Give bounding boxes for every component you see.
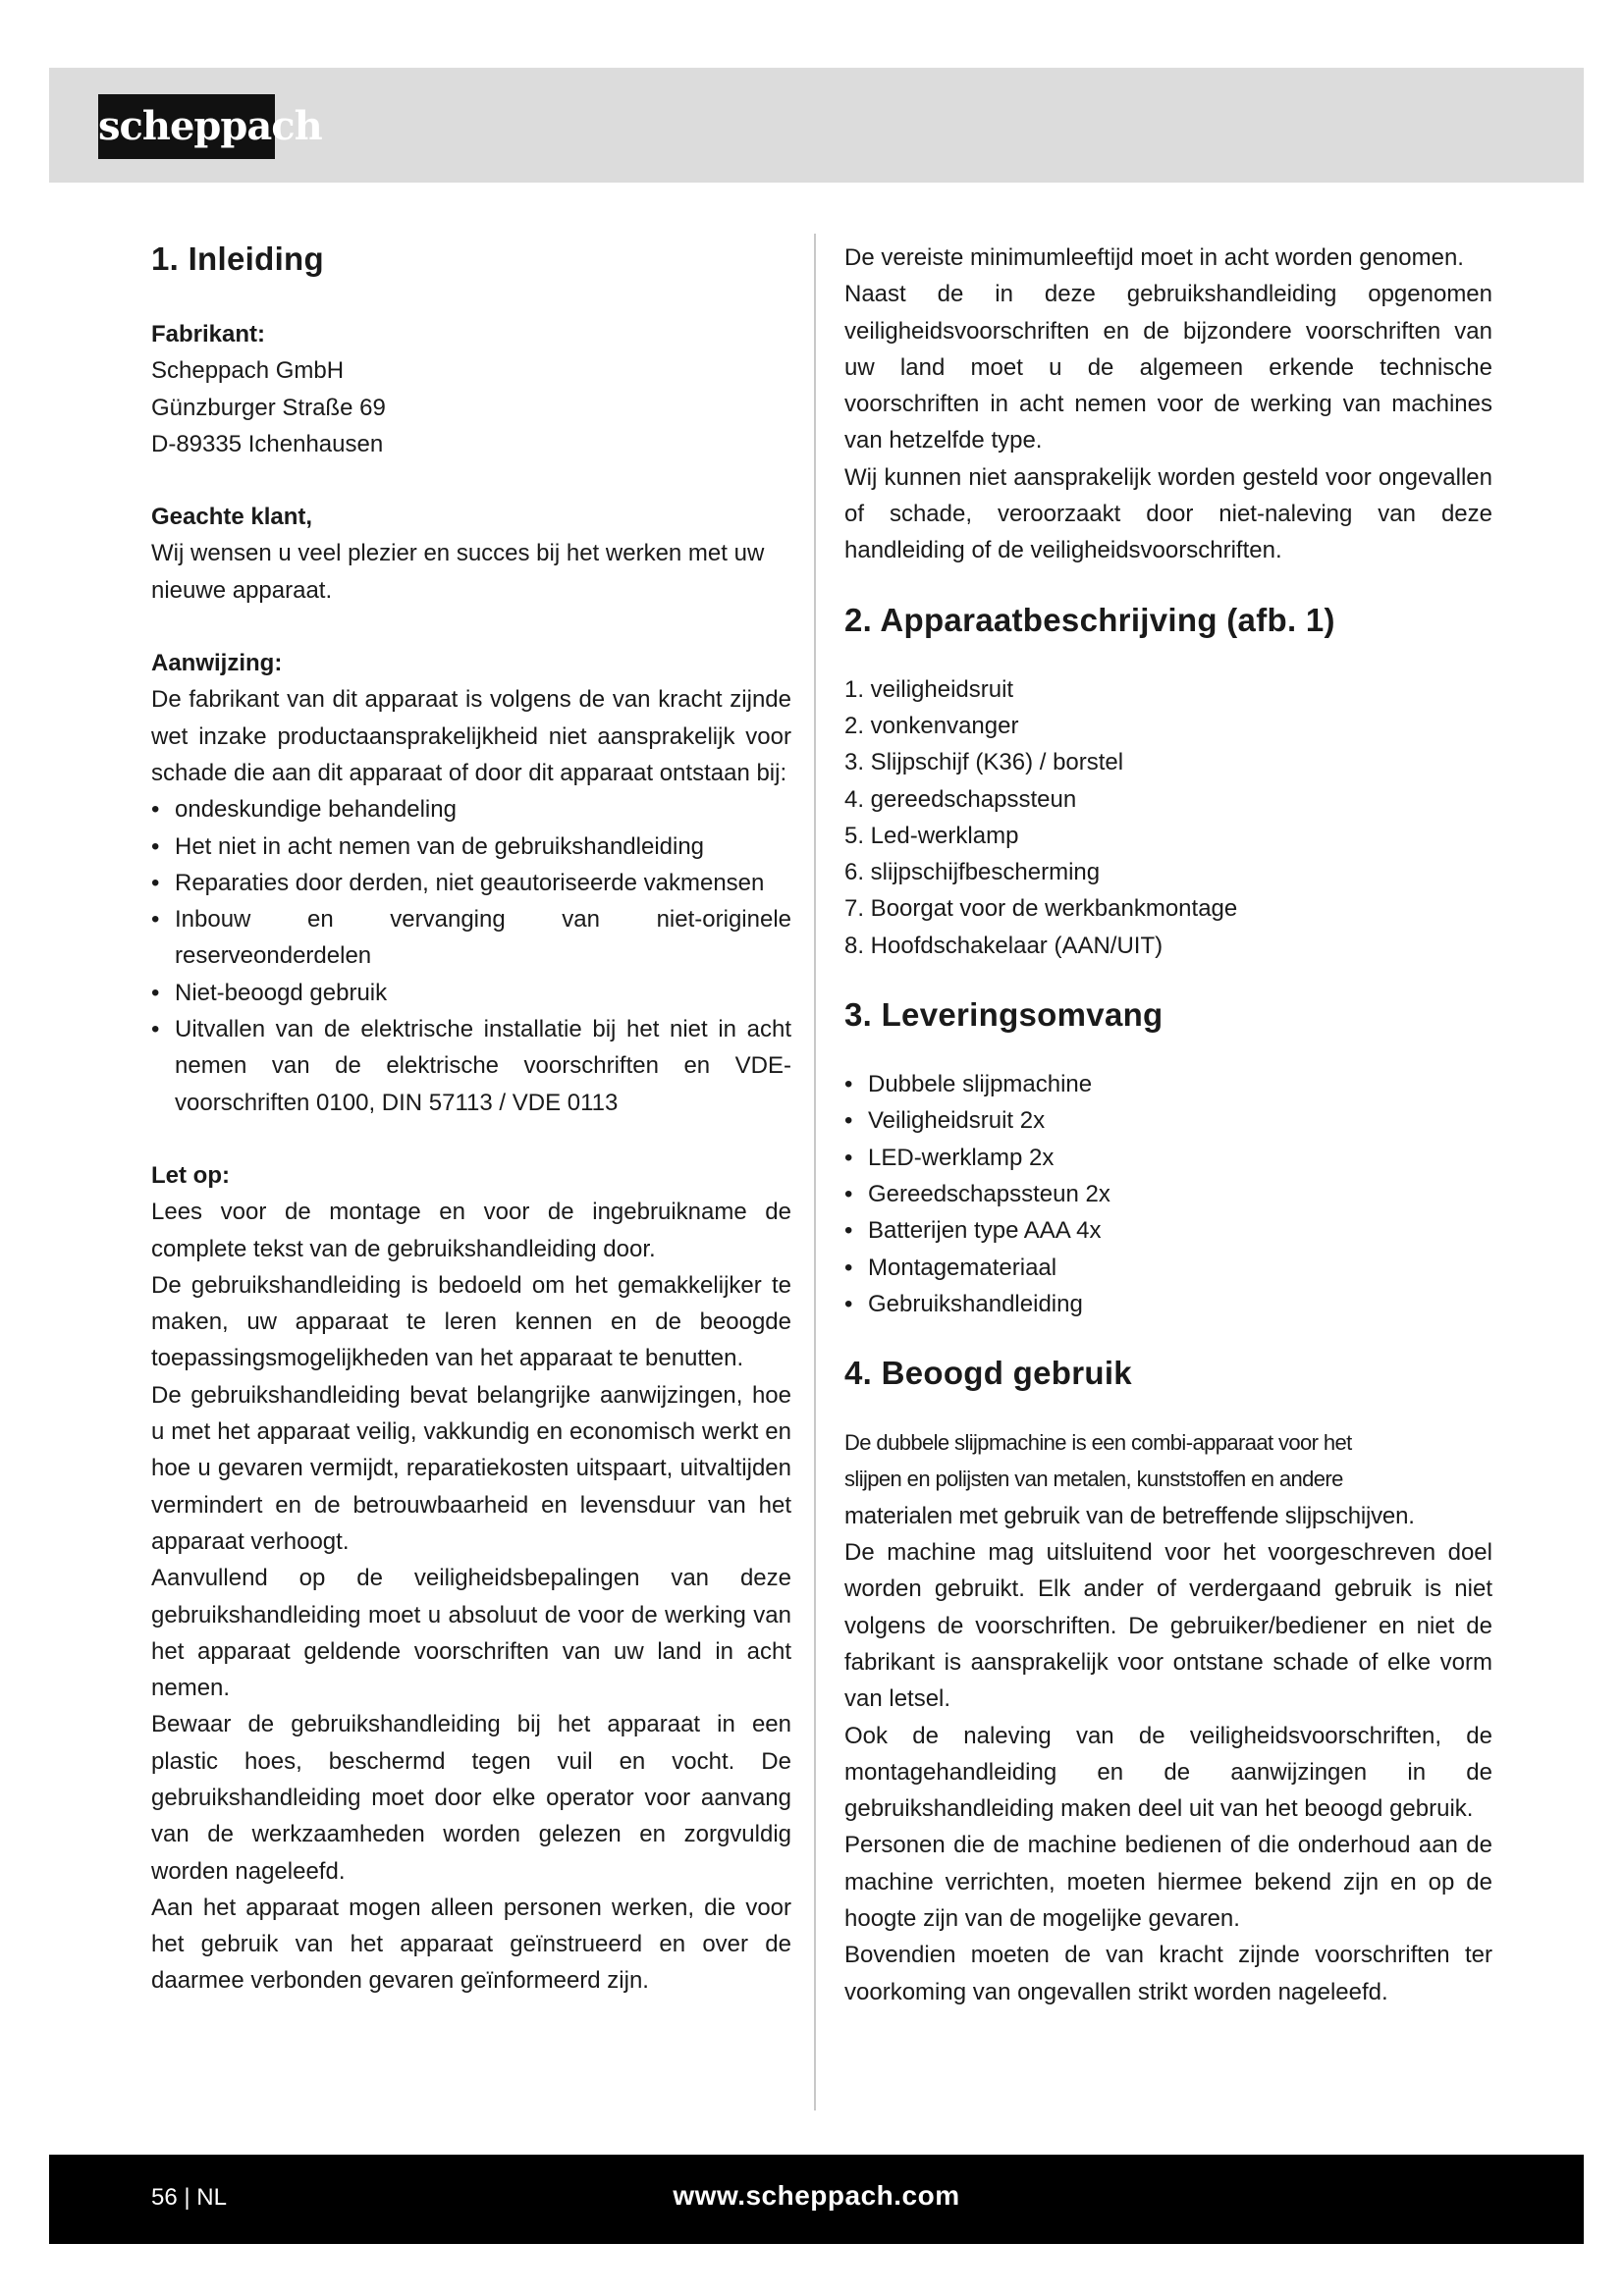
intended-use-paragraph: De machine mag uitsluitend voor het voorgeschreven doel worden gebruikt. Elk ander of verdergaand gebruik is niet volgens de voorschriften. De gebruiker/bediener en niet de fabrikant is aansprakelijk voor ontstane schade of elke vorm van letsel. bbox=[844, 1539, 1492, 1713]
section-3-title: 3. Leveringsomvang bbox=[844, 996, 1164, 1034]
list-item: 7. Boorgat voor de werkbankmontage bbox=[844, 895, 1238, 923]
list-item: • Uitvallen van de elektrische installatie bij het niet in acht nemen van de elektrische voorschriften en VDE-voorschriften 0100, DIN 57113 / VDE 0113 bbox=[151, 1011, 791, 1121]
page-number: 56 | NL bbox=[151, 2184, 227, 2211]
list-item: • Gebruikshandleiding bbox=[844, 1286, 1492, 1322]
address-line-1: Scheppach GmbH bbox=[151, 357, 345, 385]
fabrikant-label: Fabrikant: bbox=[151, 321, 266, 347]
aanwijzing-list bbox=[151, 791, 791, 1121]
list-item: 5. Led-werklamp bbox=[844, 822, 1019, 849]
left-column bbox=[151, 240, 791, 2000]
list-item: • Reparaties door derden, niet geautoriseerde vakmensen bbox=[151, 865, 791, 901]
footer-band bbox=[49, 2155, 1584, 2244]
list-item: • Inbouw en vervanging van niet-originele reserveonderdelen bbox=[151, 901, 791, 975]
address-line-2: Günzburger Straße 69 bbox=[151, 394, 386, 421]
list-item: 8. Hoofdschakelaar (AAN/UIT) bbox=[844, 932, 1164, 959]
greeting-text: Wij wensen u veel plezier en succes bij het werken met uw nieuwe apparaat. bbox=[151, 540, 765, 604]
list-item: 3. Slijpschijf (K36) / borstel bbox=[844, 749, 1124, 776]
letop-paragraph: Aan het apparaat mogen alleen personen werken, die voor het gebruik van het apparaat geïnstrueerd en over de daarmee verbonden gevaren geïnformeerd zijn. bbox=[151, 1894, 791, 1995]
list-item: 6. slijpschijfbescherming bbox=[844, 859, 1101, 886]
list-item: 1. veiligheidsruit bbox=[844, 675, 1014, 703]
intro-paragraph: Wij kunnen niet aansprakelijk worden gesteld voor ongevallen of schade, veroorzaakt door niet-naleving van deze handleiding of de veiligheidsvoorschriften. bbox=[844, 463, 1492, 564]
aanwijzing-label: Aanwijzing: bbox=[151, 650, 283, 677]
list-item: • Niet-beoogd gebruik bbox=[151, 975, 791, 1011]
intended-use-paragraph: materialen met gebruik van de betreffende slijpschijven. bbox=[844, 1502, 1415, 1529]
letop-paragraph: Lees voor de montage en voor de ingebruikname de complete tekst van de gebruikshandleiding door. bbox=[151, 1199, 791, 1262]
column-divider bbox=[814, 234, 816, 2110]
letop-paragraph: De gebruikshandleiding is bedoeld om het gemakkelijker te maken, uw apparaat te leren kennen en de beoogde toepassingsmogelijkheden van het apparaat te benutten. bbox=[151, 1271, 791, 1372]
letop-paragraph: De gebruikshandleiding bevat belangrijke aanwijzingen, hoe u met het apparaat veilig, vakkundig en economisch werkt en hoe u gevaren vermijdt, reparatiekosten uitspaart, uitvaltijden vermindert en de betrouwbaarheid en levensduur van het apparaat verhoogt. bbox=[151, 1381, 791, 1555]
list-item: • Montagemateriaal bbox=[844, 1250, 1492, 1286]
delivery-scope-list bbox=[844, 1066, 1492, 1322]
intro-paragraph: Naast de in deze gebruikshandleiding opgenomen veiligheidsvoorschriften en de bijzondere voorschriften van uw land moet u de algemeen erkende technische voorschriften in acht nemen voor de werking van machines van hetzelfde type. bbox=[844, 281, 1492, 454]
letop-paragraph: Aanvullend op de veiligheidsbepalingen van deze gebruikshandleiding moet u absoluut de voor de werking van het apparaat geldende voorschriften van uw land in acht nemen. bbox=[151, 1565, 791, 1702]
list-item: • ondeskundige behandeling bbox=[151, 791, 791, 828]
website-link[interactable]: www.scheppach.com bbox=[673, 2180, 960, 2211]
address-line-3: D-89335 Ichenhausen bbox=[151, 430, 384, 457]
list-item: • LED-werklamp 2x bbox=[844, 1140, 1492, 1176]
intended-use-paragraph: Personen die de machine bedienen of die onderhoud aan de machine verrichten, moeten hiermee bekend zijn en op de hoogte zijn van de mogelijke gevaren. bbox=[844, 1832, 1492, 1932]
section-4-title: 4. Beoogd gebruik bbox=[844, 1355, 1132, 1392]
greeting-label: Geachte klant, bbox=[151, 504, 313, 531]
list-item: • Het niet in acht nemen van de gebruikshandleiding bbox=[151, 828, 791, 865]
list-item: • Veiligheidsruit 2x bbox=[844, 1102, 1492, 1139]
letop-paragraph: Bewaar de gebruikshandleiding bij het apparaat in een plastic hoes, beschermd tegen vuil en vocht. De gebruikshandleiding moet door elke operator voor aanvang van de werkzaamheden worden gelezen en zorgvuldig worden nageleefd. bbox=[151, 1711, 791, 1885]
list-item: 4. gereedschapssteun bbox=[844, 785, 1077, 813]
intended-use-paragraph: Ook de naleving van de veiligheidsvoorschriften, de montagehandleiding en de aanwijzingen in de gebruikshandleiding maken deel uit van het beoogd gebruik. bbox=[844, 1722, 1492, 1823]
section-2-title: 2. Apparaatbeschrijving (afb. 1) bbox=[844, 601, 1335, 638]
intro-paragraph: De vereiste minimumleeftijd moet in acht worden genomen. bbox=[844, 244, 1464, 271]
intended-use-line: slijpen en polijsten van metalen, kunststoffen en andere bbox=[844, 1467, 1343, 1492]
intended-use-small-text bbox=[844, 1424, 1492, 1498]
list-item: • Gereedschapssteun 2x bbox=[844, 1176, 1492, 1212]
device-parts-list bbox=[844, 671, 1492, 964]
intended-use-line: De dubbele slijpmachine is een combi-apparaat voor het bbox=[844, 1430, 1352, 1456]
right-column bbox=[844, 240, 1492, 2010]
list-item: • Dubbele slijpmachine bbox=[844, 1066, 1492, 1102]
aanwijzing-text: De fabrikant van dit apparaat is volgens de van kracht zijnde wet inzake productaansprakelijkheid niet aansprakelijk voor schade die aan dit apparaat of door dit apparaat ontstaan bij: bbox=[151, 686, 791, 786]
intended-use-paragraph: Bovendien moeten de van kracht zijnde voorschriften ter voorkoming van ongevallen strikt worden nageleefd. bbox=[844, 1942, 1492, 2005]
list-item: • Batterijen type AAA 4x bbox=[844, 1212, 1492, 1249]
scheppach-logo: scheppach bbox=[98, 94, 275, 159]
section-1-title: 1. Inleiding bbox=[151, 240, 324, 277]
header-band bbox=[49, 68, 1584, 183]
list-item: 2. vonkenvanger bbox=[844, 712, 1019, 739]
letop-label: Let op: bbox=[151, 1161, 230, 1189]
